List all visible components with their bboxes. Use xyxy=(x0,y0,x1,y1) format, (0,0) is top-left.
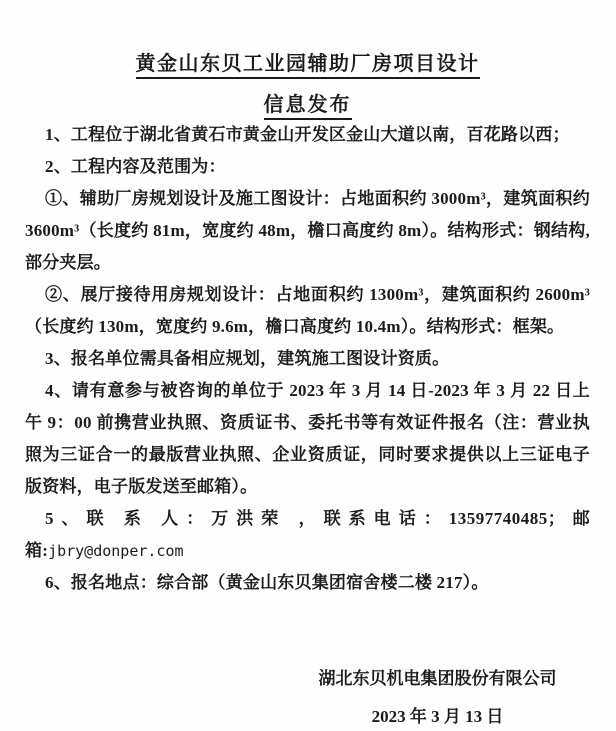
contact-email: jbry@donper.com xyxy=(48,542,184,560)
clause-qualification: 3、报名单位需具备相应规划，建筑施工图设计资质。 xyxy=(45,349,450,368)
clause-location: 1、工程位于湖北省黄石市黄金山开发区金山大道以南，百花路以西； xyxy=(45,125,570,144)
document-title-text: 黄金山东贝工业园辅助厂房项目设计 xyxy=(136,53,480,79)
signature-block xyxy=(315,663,560,731)
contact-phone: 13597740485 xyxy=(448,509,548,528)
clause-address: 6、报名地点：综合部（黄金山东贝集团宿舍楼二楼 217）。 xyxy=(45,573,489,592)
company-name: 湖北东贝机电集团股份有限公司 xyxy=(318,669,557,688)
document-subtitle xyxy=(25,91,590,119)
clause-scope-intro: 2、工程内容及范围为： xyxy=(45,157,226,176)
clause-contact xyxy=(25,503,590,567)
signature-date: 2023 年 3 月 13 日 xyxy=(371,707,504,726)
clause-item-1: ①、辅助厂房规划设计及施工图设计：占地面积约 3000m³，建筑面积约 3600m³（长度约 81m，宽度约 48m，檐口高度约 8m）。结构形式：钢结构,部分夹层。 xyxy=(25,189,590,272)
document-subtitle-text: 信息发布 xyxy=(264,94,352,120)
contact-separator: ；邮箱: xyxy=(25,509,590,560)
clause-registration: 4、请有意参与被咨询的单位于 2023 年 3 月 14 日-2023 年 3 月 22 日上午 9：00 前携营业执照、资质证书、委托书等有效证件报名（注：营业执照为三证合一的最版营业执照、企业资质证，同时要求提供以上三证电子版资料，电子版发送至邮箱）。 xyxy=(25,381,590,496)
clause-item-2: ②、展厅接待用房规划设计：占地面积约 1300m³，建筑面积约 2600m³（长度约 130m，宽度约 9.6m，檐口高度约 10.4m）。结构形式：框架。 xyxy=(25,285,590,336)
contact-prefix: 5、联 系 人：万洪荣 ，联系电话： xyxy=(45,509,449,528)
document-title xyxy=(25,50,590,78)
